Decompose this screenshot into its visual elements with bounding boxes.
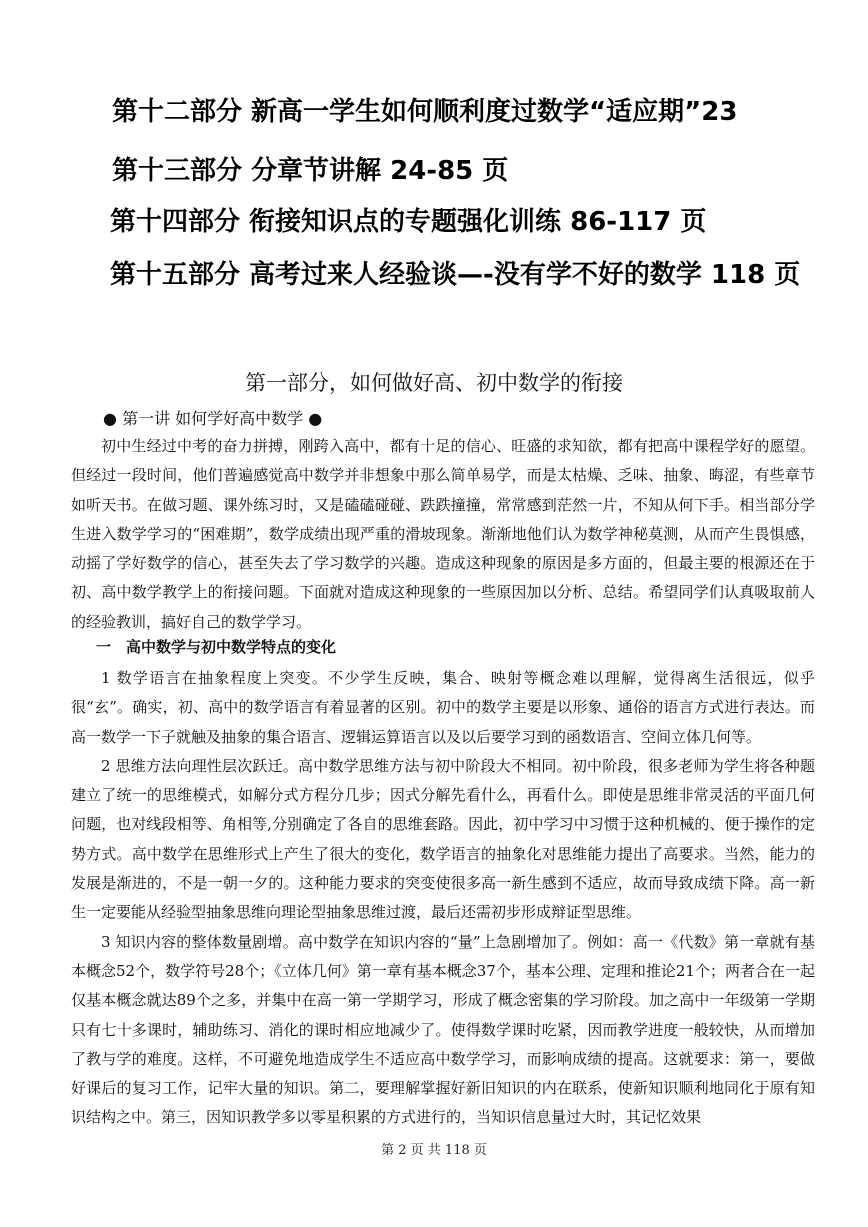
- body-paragraphs: [71, 664, 815, 1133]
- bullet-icon: ●: [103, 409, 117, 428]
- paragraph-3: 3 知识内容的整体数量剧增。高中数学在知识内容的“量”上急剧增加了。例如：高一《代数》第一章就有基本概念52个，数学符号28个；《立体几何》第一章有基本概念37个，基本公理、定理和推论21个；两者合在一起仅基本概念就达89个之多，并集中在高一第一学期学习，形成了概念密集的学习阶段。加之高中一年级第一学期只有七十多课时，辅助练习、消化的课时相应地减少了。使得数学课时吃紧，因而教学进度一般较快，从而增加了教与学的难度。这样，不可避免地造成学生不适应高中数学学习，而影响成绩的提高。这就要求：第一，要做好课后的复习工作，记牢大量的知识。第二，要理解掌握好新旧知识的内在联系，使新知识顺利地同化于原有知识结构之中。第三，因知识教学多以零星积累的方式进行的，当知识信息量过大时，其记忆效果: [71, 932, 815, 1127]
- section-title: 第一部分，如何做好高、初中数学的衔接: [245, 371, 623, 395]
- lecture-heading: [103, 406, 322, 432]
- intro-paragraph-block: [71, 432, 815, 637]
- paragraph-2: 2 思维方法向理性层次跃迁。高中数学思维方法与初中阶段大不相同。初中阶段，很多老师为学生将各种题建立了统一的思维模式，如解分式方程分几步；因式分解先看什么，再看什么。即使是思维非常灵活的平面几何问题，也对线段相等、角相等,分别确定了各自的思维套路。因此，初中学习中习惯于这种机械的、便于操作的定势方式。高中数学在思维形式上产生了很大的变化，数学语言的抽象化对思维能力提出了高要求。当然，能力的发展是渐进的，不是一朝一夕的。这种能力要求的突变使很多高一新生感到不适应，故而导致成绩下降。高一新生一定要能从经验型抽象思维向理论型抽象思维过渡，最后还需初步形成辩证型思维。: [71, 756, 815, 922]
- subsection-heading: 一 高中数学与初中数学特点的变化: [96, 638, 337, 656]
- lecture-title: 第一讲 如何学好高中数学: [122, 409, 304, 428]
- paragraph-1: 1 数学语言在抽象程度上突变。不少学生反映，集合、映射等概念难以理解，觉得离生活很远，似乎很“玄”。确实，初、高中的数学语言有着显著的区别。初中的数学主要是以形象、通俗的语言方式进行表达。而高一数学一下子就触及抽象的集合语言、逻辑运算语言以及以后要学习到的函数语言、空间立体几何等。: [71, 669, 815, 746]
- bullet-icon: ●: [308, 409, 323, 428]
- intro-paragraph: 初中生经过中考的奋力拼搏，刚跨入高中，都有十足的信心、旺盛的求知欲，都有把高中课程学好的愿望。但经过一段时间，他们普遍感觉高中数学并非想象中那么简单易学，而是太枯燥、乏味、抽象、晦涩，有些章节如听天书。在做习题、课外练习时，又是磕磕碰碰、跌跌撞撞，常常感到茫然一片，不知从何下手。相当部分学生进入数学学习的“困难期”，数学成绩出现严重的滑坡现象。渐渐地他们认为数学神秘莫测，从而产生畏惧感，动摇了学好数学的信心，甚至失去了学习数学的兴趣。造成这种现象的原因是多方面的，但最主要的根源还在于初、高中数学教学上的衔接问题。下面就对造成这种现象的一些原因加以分析、总结。希望同学们认真吸取前人的经验教训，搞好自己的数学学习。: [71, 437, 815, 631]
- toc-entry-13: 第十三部分 分章节讲解 24-85 页: [112, 156, 509, 186]
- toc-entry-12: 第十二部分 新高一学生如何顺利度过数学“适应期”23: [112, 97, 738, 127]
- toc-entry-14: 第十四部分 衔接知识点的专题强化训练 86-117 页: [110, 207, 707, 237]
- page-footer: 第 2 页 共 118 页: [381, 1143, 487, 1158]
- toc-entry-15: 第十五部分 高考过来人经验谈—-没有学不好的数学 118 页: [110, 260, 801, 290]
